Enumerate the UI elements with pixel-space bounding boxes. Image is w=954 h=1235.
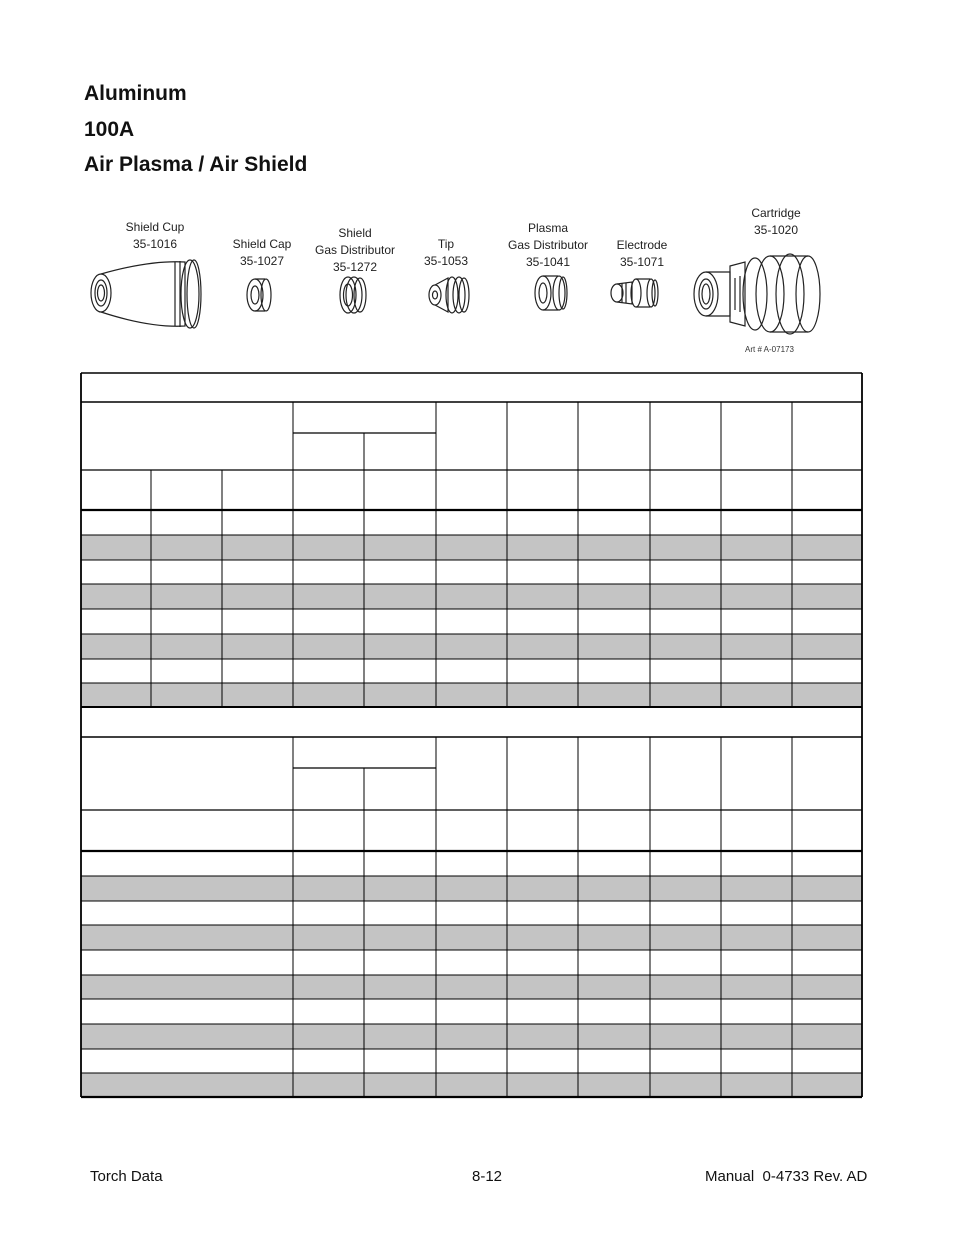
footer-manual-number: Manual 0-4733 Rev. AD: [705, 1168, 868, 1185]
shaded-row-upper: [81, 683, 862, 707]
shaded-row-lower: [81, 1024, 862, 1049]
part-label-cartridge: Cartridge 35-1020: [751, 206, 801, 237]
part-label-electrode: Electrode 35-1071: [616, 238, 668, 269]
title-amperage: 100A: [84, 118, 135, 141]
shaded-row-lower: [81, 1073, 862, 1097]
part-label-shield-cup: Shield Cup 35-1016: [125, 220, 185, 251]
title-gas: Air Plasma / Air Shield: [84, 153, 308, 176]
shaded-row-lower: [81, 975, 862, 999]
shaded-row-lower: [81, 925, 862, 950]
part-label-plasma-gas-distributor: Plasma Gas Distributor 35-1041: [507, 221, 589, 269]
part-label-shield-cap: Shield Cap 35-1027: [232, 237, 292, 268]
part-label-tip: Tip 35-1053: [423, 237, 469, 268]
footer-page-number: 8-12: [472, 1168, 503, 1185]
shaded-row-upper: [81, 535, 862, 560]
shaded-row-upper: [81, 584, 862, 609]
footer-section-name: Torch Data: [90, 1168, 163, 1185]
title-material: Aluminum: [84, 82, 187, 105]
art-number: Art # A-07173: [745, 345, 794, 354]
part-label-shield-gas-distributor: Shield Gas Distributor 35-1272: [314, 226, 396, 274]
shaded-row-upper: [81, 634, 862, 659]
shaded-row-lower: [81, 876, 862, 901]
